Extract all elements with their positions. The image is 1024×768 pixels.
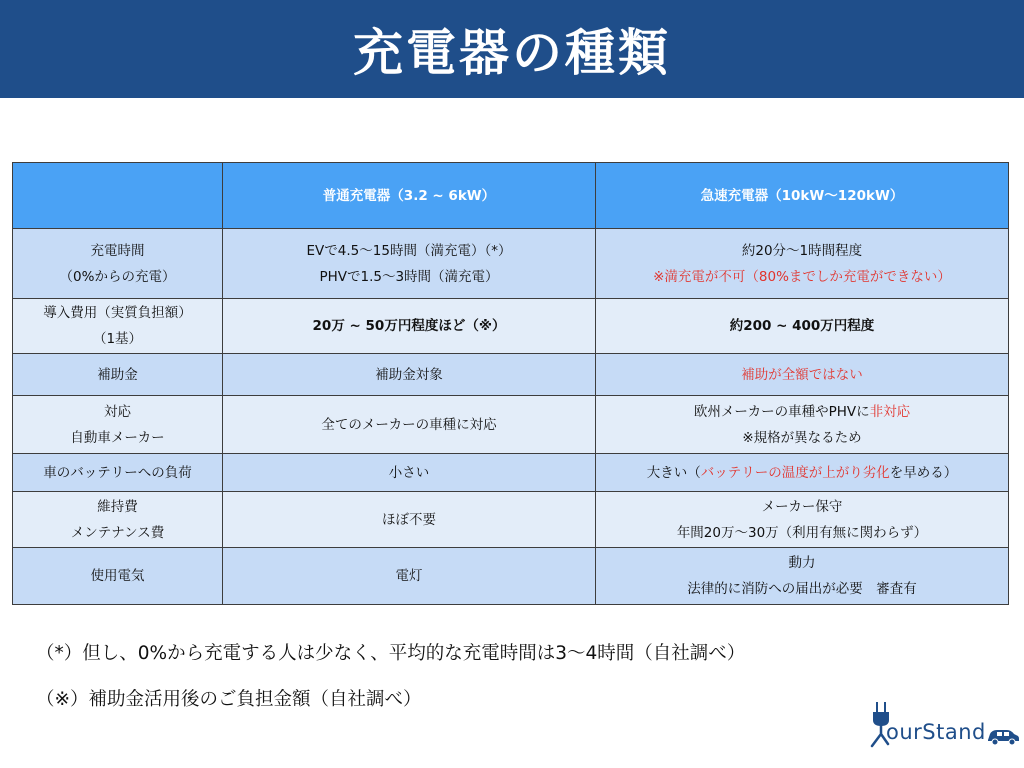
cell-normal-charge-time: EVで4.5〜15時間（満充電）（*） PHVで1.5〜3時間（満充電）	[223, 229, 596, 299]
cell-fast-install-cost: 約200 ~ 400万円程度	[596, 299, 1009, 354]
warning-text: ※満充電が不可（80%までしか充電ができない）	[653, 268, 951, 285]
warning-text: 非対応	[869, 403, 911, 420]
table-row	[13, 229, 1009, 299]
table-row	[13, 492, 1009, 548]
car-icon	[986, 726, 1020, 746]
cell-normal-maintenance: ほぼ不要	[223, 492, 596, 548]
row-label-electricity: 使用電気	[13, 548, 223, 605]
header-empty-cell	[13, 163, 223, 229]
footnote-subsidy: （※）補助金活用後のご負担金額（自社調べ）	[36, 689, 422, 710]
header-normal-charger: 普通充電器（3.2 ~ 6kW）	[223, 163, 596, 229]
comparison-table	[12, 162, 1009, 605]
cell-fast-electricity: 動力 法律的に消防への届出が必要 審査有	[596, 548, 1009, 605]
cell-fast-battery-load: 大きい（バッテリーの温度が上がり劣化を早める）	[596, 454, 1009, 492]
header-fast-charger: 急速充電器（10kW〜120kW）	[596, 163, 1009, 229]
table-row	[13, 354, 1009, 396]
table-row	[13, 548, 1009, 605]
warning-text: バッテリーの温度が上がり劣化	[700, 464, 890, 481]
row-label-charge-time: 充電時間 （0%からの充電）	[13, 229, 223, 299]
table-row	[13, 396, 1009, 454]
footnote-charge-time: （*）但し、0%から充電する人は少なく、平均的な充電時間は3〜4時間（自社調べ）	[36, 643, 746, 664]
row-label-battery-load: 車のバッテリーへの負荷	[13, 454, 223, 492]
cell-normal-subsidy: 補助金対象	[223, 354, 596, 396]
row-label-subsidy: 補助金	[13, 354, 223, 396]
cell-fast-maintenance: メーカー保守 年間20万〜30万（利用有無に関わらず）	[596, 492, 1009, 548]
title-bar	[0, 0, 1024, 98]
cell-normal-install-cost: 20万 ~ 50万円程度ほど（※）	[223, 299, 596, 354]
row-label-maintenance: 維持費 メンテナンス費	[13, 492, 223, 548]
row-label-install-cost: 導入費用（実質負担額） （1基）	[13, 299, 223, 354]
yourstand-logo	[864, 700, 1020, 756]
page-title: 充電器の種類	[353, 24, 671, 82]
cell-normal-maker-support: 全てのメーカーの車種に対応	[223, 396, 596, 454]
cell-fast-charge-time: 約20分〜1時間程度 ※満充電が不可（80%までしか充電ができない）	[596, 229, 1009, 299]
footnotes	[36, 640, 936, 732]
table-header-row	[13, 163, 1009, 229]
logo-text: ourStand	[886, 720, 986, 744]
cell-normal-electricity: 電灯	[223, 548, 596, 605]
cell-fast-maker-support: 欧州メーカーの車種やPHVに非対応 ※規格が異なるため	[596, 396, 1009, 454]
table-row	[13, 454, 1009, 492]
cell-fast-subsidy: 補助が全額ではない	[596, 354, 1009, 396]
row-label-maker-support: 対応 自動車メーカー	[13, 396, 223, 454]
cell-normal-battery-load: 小さい	[223, 454, 596, 492]
table-row	[13, 299, 1009, 354]
